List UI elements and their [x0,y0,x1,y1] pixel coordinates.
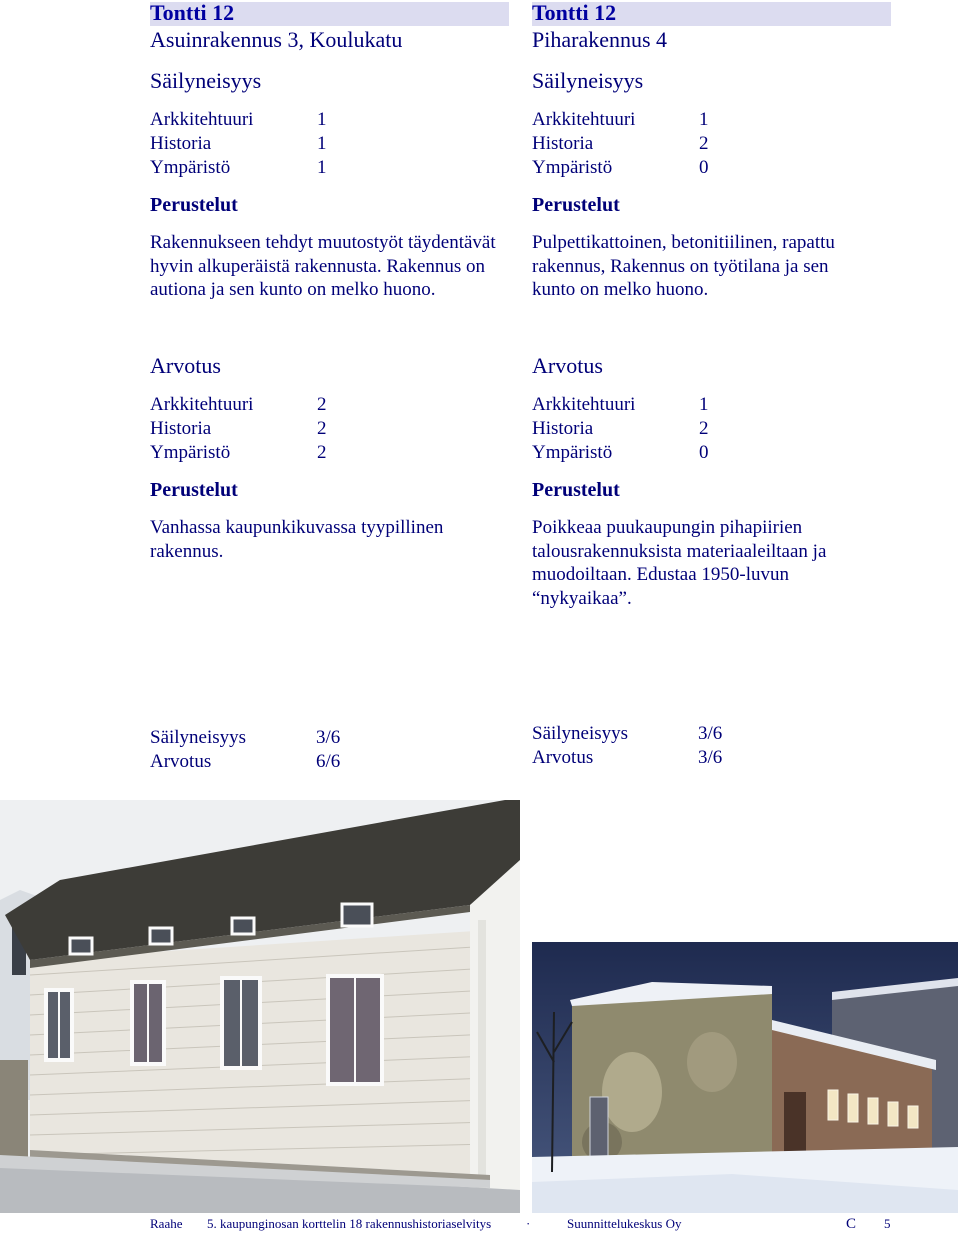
perustelut-text [532,231,902,302]
sailyneisyys-scores [532,108,892,180]
text-line: Vanhassa kaupunkikuvassa tyypillinen [150,517,444,538]
score-row: Arkkitehtuuri 1 [532,109,709,130]
summary-scores [532,722,892,770]
perustelut-text [532,516,902,610]
text-line: talousrakennuksista materiaaleiltaan ja [532,540,827,562]
score-row: Arkkitehtuuri 1 [532,394,709,415]
score-row: Arkkitehtuuri 1 [150,109,327,130]
perustelut-label: Perustelut [150,479,238,501]
text-line: “nykyaikaa”. [532,587,632,609]
footer-author: Suunnittelukeskus Oy [567,1216,682,1231]
summary-row: Arvotus 6/6 [150,751,341,772]
photo-outbuilding [532,942,958,1213]
perustelut-label: Perustelut [150,194,238,216]
text-line: Poikkeaa puukaupungin pihapiirien [532,517,803,538]
photo-wooden-house [0,800,520,1213]
score-row: Ympäristö 0 [532,442,709,463]
text-line: autiona ja sen kunto on melko huono. [150,279,436,300]
summary-row: Säilyneisyys 3/6 [150,727,341,748]
perustelut-label: Perustelut [532,194,620,216]
lot-title: Tontti 12 [532,0,617,25]
footer-subject: 5. kaupunginosan korttelin 18 rakennushistoriaselvitys [207,1216,492,1231]
footer-separator: · [526,1216,531,1231]
perustelut-text [150,231,520,302]
text-line: kunto on melko huono. [532,279,709,300]
lot-title: Tontti 12 [150,0,235,25]
score-row: Historia 1 [150,133,327,154]
sailyneisyys-scores [150,108,510,180]
score-row: Ympäristö 1 [150,157,327,178]
summary-row: Arvotus 3/6 [532,747,723,768]
score-row: Historia 2 [532,418,709,439]
building-title: Piharakennus 4 [532,27,668,52]
perustelut-text [150,516,520,563]
score-row: Ympäristö 2 [150,442,327,463]
arvotus-scores [532,393,892,465]
score-row: Arkkitehtuuri 2 [150,394,327,415]
sailyneisyys-title: Säilyneisyys [532,68,644,93]
text-line: muodoiltaan. Edustaa 1950-luvun [532,564,789,585]
page-footer [150,1215,910,1233]
arvotus-title: Arvotus [150,353,221,378]
summary-scores [150,726,510,774]
text-line: Rakennukseen tehdyt muutostyöt täydentävät [150,232,496,253]
footer-place: Raahe [150,1216,183,1231]
text-line: rakennus, Rakennus on työtilana ja sen [532,255,829,277]
building-title: Asuinrakennus 3, Koulukatu [150,27,403,52]
footer-page-number: 5 [884,1216,891,1231]
footer-section: C [846,1216,857,1232]
text-line: rakennus. [150,540,224,562]
arvotus-scores [150,393,510,465]
sailyneisyys-title: Säilyneisyys [150,68,262,93]
score-row: Historia 2 [532,133,709,154]
score-row: Historia 2 [150,418,327,439]
score-row: Ympäristö 0 [532,157,709,178]
text-line: hyvin alkuperäistä rakennusta. Rakennus on [150,255,486,277]
summary-row: Säilyneisyys 3/6 [532,723,723,744]
arvotus-title: Arvotus [532,353,603,378]
perustelut-label: Perustelut [532,479,620,501]
text-line: Pulpettikattoinen, betonitiilinen, rapattu [532,232,835,253]
